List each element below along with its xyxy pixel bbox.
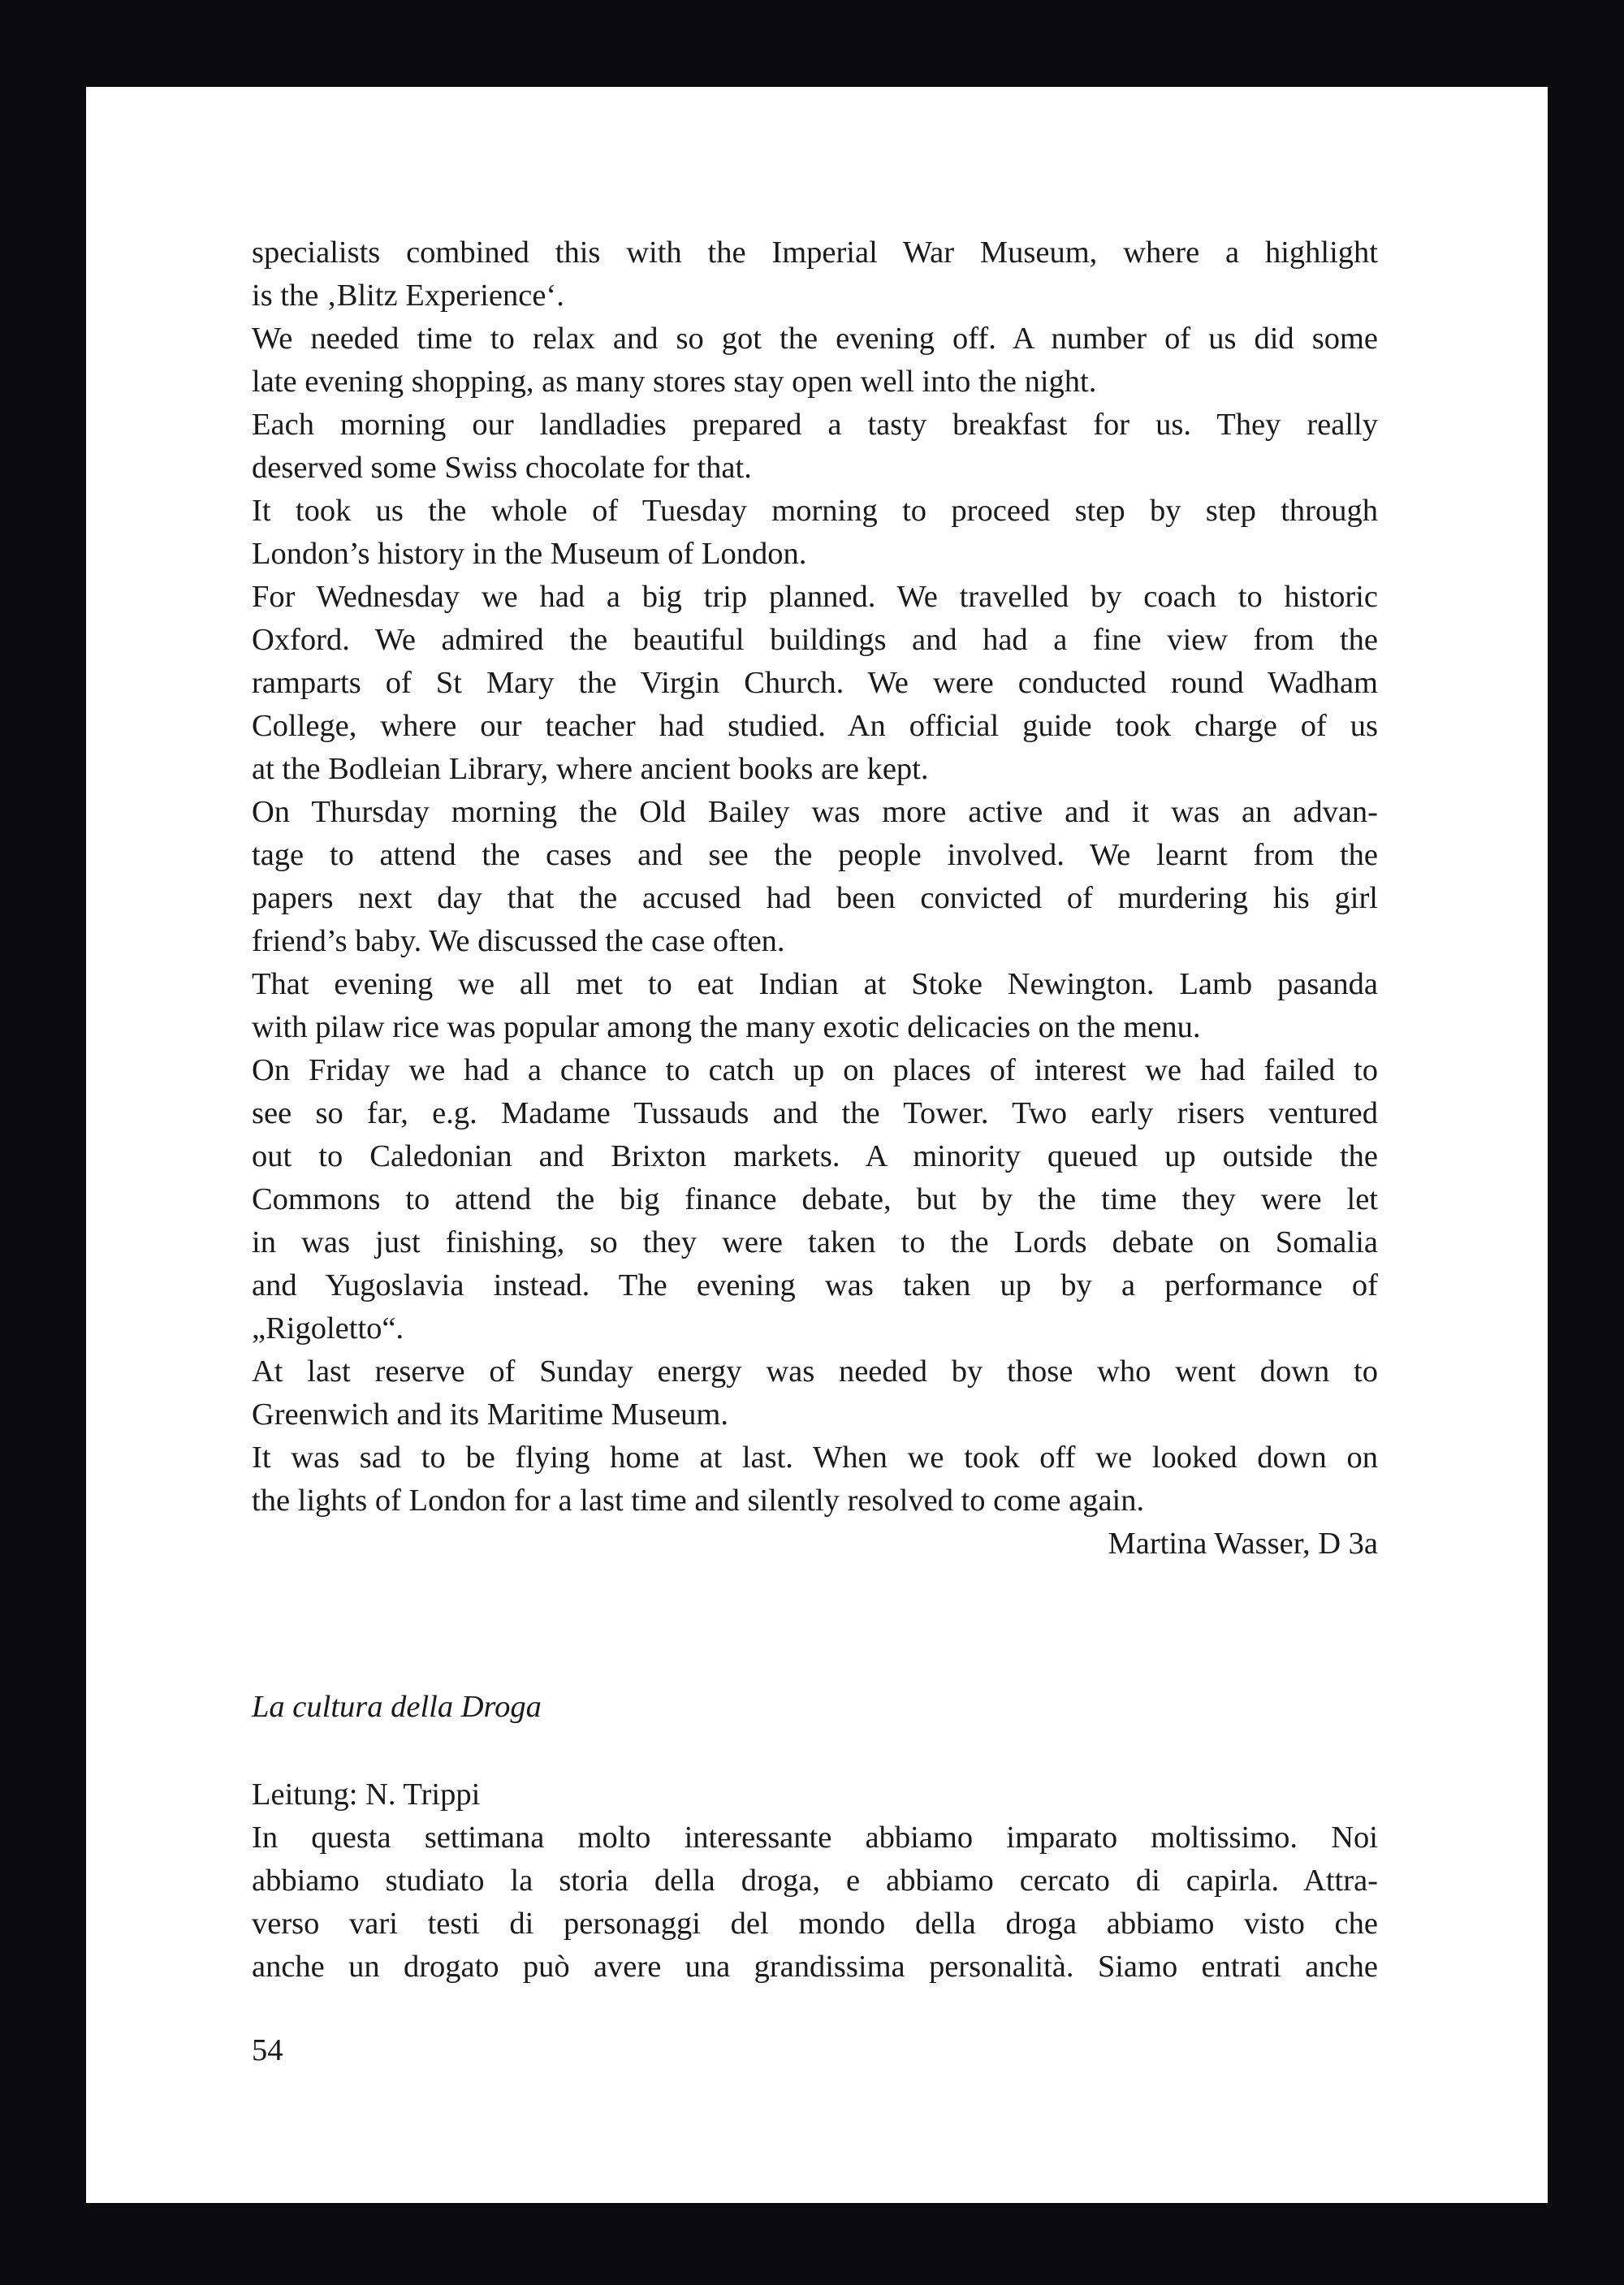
- text-line: friend’s baby. We discussed the case often.: [252, 924, 785, 958]
- paragraph: [252, 1436, 1378, 1523]
- text-line: late evening shopping, as many stores stay open well into the night.: [252, 365, 1097, 399]
- page-number: 54: [252, 2033, 283, 2067]
- text-line: see so far, e.g. Madame Tussauds and the Tower. Two early risers ventured: [252, 1096, 1378, 1130]
- text-line: For Wednesday we had a big trip planned. We travelled by coach to historic: [252, 580, 1378, 614]
- text-line: London’s history in the Museum of London.: [252, 537, 807, 571]
- document-page: [86, 87, 1548, 2203]
- text-line: „Rigoletto“.: [252, 1311, 404, 1346]
- paragraph: [252, 791, 1378, 963]
- text-line: On Thursday morning the Old Bailey was more active and it was an advan-: [252, 795, 1378, 829]
- text-line: anche un drogato può avere una grandissima personalità. Siamo entrati anche: [252, 1950, 1378, 1984]
- text-line: specialists combined this with the Imperial War Museum, where a highlight: [252, 235, 1378, 270]
- text-line: On Friday we had a chance to catch up on places of interest we had failed to: [252, 1053, 1378, 1087]
- article-droga: [252, 1773, 1378, 1989]
- text-line: is the ‚Blitz Experience‘.: [252, 279, 564, 313]
- text-line: papers next day that the accused had been convicted of murdering his girl: [252, 881, 1378, 915]
- text-line: with pilaw rice was popular among the many exotic delicacies on the menu.: [252, 1010, 1201, 1044]
- article-london-trip: [252, 231, 1378, 1566]
- text-line: That evening we all met to eat Indian at Stoke Newington. Lamb pasanda: [252, 967, 1378, 1001]
- paragraph: [252, 576, 1378, 791]
- author-signature: Martina Wasser, D 3a: [1108, 1527, 1378, 1561]
- text-line: at the Bodleian Library, where ancient books are kept.: [252, 752, 929, 786]
- text-line: College, where our teacher had studied. An official guide took charge of us: [252, 709, 1378, 743]
- text-line: and Yugoslavia instead. The evening was taken up by a performance of: [252, 1268, 1378, 1302]
- text-line: In questa settimana molto interessante abbiamo imparato moltissimo. Noi: [252, 1821, 1378, 1855]
- paragraph: [252, 490, 1378, 576]
- paragraph: [252, 1350, 1378, 1436]
- text-line: tage to attend the cases and see the people involved. We learnt from the: [252, 838, 1378, 872]
- course-leader: Leitung: N. Trippi: [252, 1777, 481, 1812]
- paragraph: [252, 1049, 1378, 1350]
- paragraph: [252, 317, 1378, 404]
- text-line: We needed time to relax and so got the evening off. A number of us did some: [252, 322, 1378, 356]
- text-line: Greenwich and its Maritime Museum.: [252, 1397, 728, 1432]
- text-line: Each morning our landladies prepared a tasty breakfast for us. They really: [252, 408, 1378, 442]
- text-line: Commons to attend the big finance debate, but by the time they were let: [252, 1182, 1378, 1216]
- text-line: Oxford. We admired the beautiful buildings and had a fine view from the: [252, 623, 1378, 657]
- text-line: out to Caledonian and Brixton markets. A minority queued up outside the: [252, 1139, 1378, 1173]
- text-line: verso vari testi di personaggi del mondo della droga abbiamo visto che: [252, 1907, 1378, 1941]
- paragraph: [252, 231, 1378, 317]
- text-line: abbiamo studiato la storia della droga, e abbiamo cercato di capirla. Attra-: [252, 1864, 1378, 1898]
- text-line: deserved some Swiss chocolate for that.: [252, 451, 752, 485]
- section-title: La cultura della Droga: [252, 1690, 542, 1724]
- text-line: the lights of London for a last time and silently resolved to come again.: [252, 1484, 1145, 1518]
- text-line: ramparts of St Mary the Virgin Church. We were conducted round Wadham: [252, 666, 1378, 700]
- text-line: in was just finishing, so they were taken to the Lords debate on Somalia: [252, 1225, 1378, 1259]
- text-line: It was sad to be flying home at last. When we took off we looked down on: [252, 1441, 1378, 1475]
- paragraph: [252, 1816, 1378, 1989]
- paragraph: [252, 963, 1378, 1049]
- text-line: It took us the whole of Tuesday morning to proceed step by step through: [252, 494, 1378, 528]
- paragraph: [252, 404, 1378, 490]
- text-line: At last reserve of Sunday energy was needed by those who went down to: [252, 1354, 1378, 1389]
